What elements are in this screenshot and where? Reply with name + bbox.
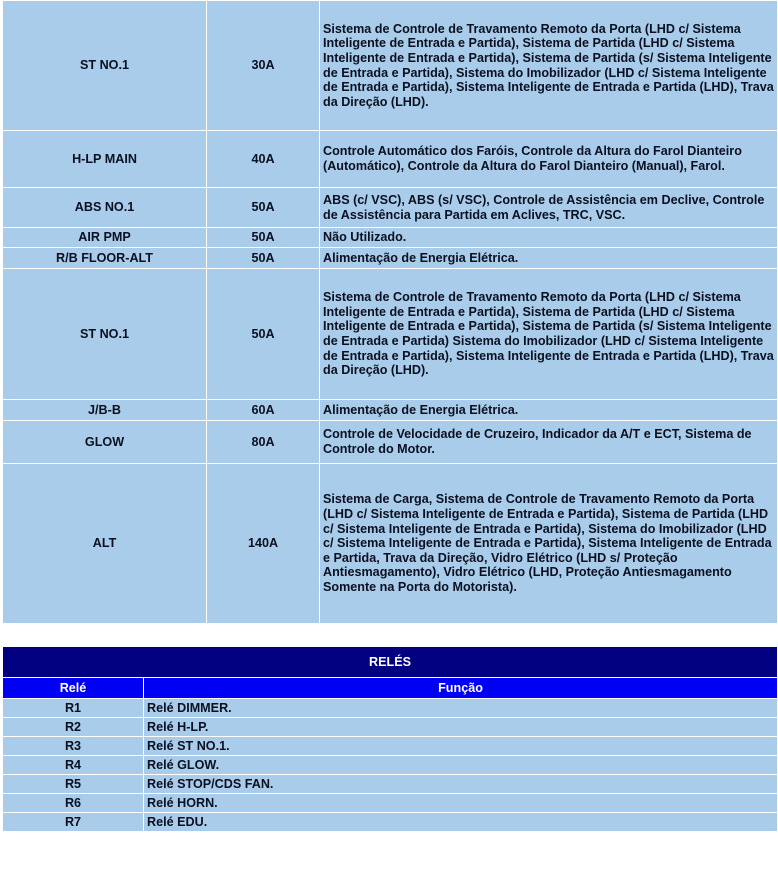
fuse-name: J/B-B	[3, 400, 207, 421]
fuse-amperage: 60A	[207, 400, 320, 421]
table-row	[3, 813, 777, 832]
fuse-function: Controle de Velocidade de Cruzeiro, Indicador da A/T e ECT, Sistema de Controle do Motor.	[320, 421, 778, 464]
fuse-table	[3, 0, 777, 624]
relay-title-row	[3, 647, 777, 678]
fuse-name: GLOW	[3, 421, 207, 464]
fuse-name: ST NO.1	[3, 1, 207, 131]
relay-header-row	[3, 678, 777, 699]
relay-function: Relé STOP/CDS FAN.	[144, 775, 778, 794]
fuse-function: Controle Automático dos Faróis, Controle da Altura do Farol Dianteiro (Automático), Controle da Altura do Farol Dianteiro (Manual), Farol.	[320, 131, 778, 188]
fuse-name: ALT	[3, 464, 207, 624]
relay-code: R6	[3, 794, 144, 813]
relay-code: R2	[3, 718, 144, 737]
table-row	[3, 400, 777, 421]
fuse-function: Alimentação de Energia Elétrica.	[320, 400, 778, 421]
relay-code: R7	[3, 813, 144, 832]
fuse-amperage: 50A	[207, 269, 320, 400]
fuse-name: H-LP MAIN	[3, 131, 207, 188]
fuse-function: Alimentação de Energia Elétrica.	[320, 248, 778, 269]
fuse-amperage: 50A	[207, 188, 320, 228]
fuse-name: ST NO.1	[3, 269, 207, 400]
table-row	[3, 718, 777, 737]
relay-function: Relé H-LP.	[144, 718, 778, 737]
relay-function: Relé EDU.	[144, 813, 778, 832]
table-row	[3, 699, 777, 718]
fuse-function: Não Utilizado.	[320, 228, 778, 248]
table-row	[3, 188, 777, 228]
table-row	[3, 269, 777, 400]
fuse-function: Sistema de Controle de Travamento Remoto da Porta (LHD c/ Sistema Inteligente de Entrada e Partida), Sistema de Partida (LHD c/ Sistema Inteligente de Entrada e Partida), Sistema de Partida (s/ Sistema Inteligente de Entrada e Partida), Sistema do Imobilizador (LHD c/ Sistema Inteligente de Entrada e Partida), Sistema Inteligente de Entrada e Partida (LHD), Trava da Direção (LHD).	[320, 1, 778, 131]
relay-code: R5	[3, 775, 144, 794]
fuse-amperage: 50A	[207, 248, 320, 269]
table-row	[3, 131, 777, 188]
table-row	[3, 464, 777, 624]
table-row	[3, 775, 777, 794]
table-row	[3, 248, 777, 269]
relay-table-title: RELÉS	[3, 647, 777, 678]
fuse-function: Sistema de Controle de Travamento Remoto da Porta (LHD c/ Sistema Inteligente de Entrada e Partida), Sistema de Partida (LHD c/ Sistema Inteligente de Entrada e Partida), Sistema de Partida (s/ Sistema Inteligente de Entrada e Partida) Sistema do Imobilizador (LHD c/ Sistema Inteligente de Entrada e Partida), Sistema Inteligente de Entrada e Partida (LHD), Trava da Direção (LHD).	[320, 269, 778, 400]
fuse-name: ABS NO.1	[3, 188, 207, 228]
relay-table	[3, 647, 777, 832]
fuse-amperage: 40A	[207, 131, 320, 188]
relay-code: R1	[3, 699, 144, 718]
relay-code: R3	[3, 737, 144, 756]
fuse-function: Sistema de Carga, Sistema de Controle de Travamento Remoto da Porta (LHD c/ Sistema Inteligente de Entrada e Partida), Sistema de Partida (LHD c/ Sistema Inteligente de Entrada e Partida), Sistema do Imobilizador (LHD c/ Sistema Inteligente de Entrada e Partida), Sistema Inteligente de Entrada e Partida, Trava da Direção, Vidro Elétrico (LHD s/ Proteção Antiesmagamento), Vidro Elétrico (LHD, Proteção Antiesmagamento Somente na Porta do Motorista).	[320, 464, 778, 624]
fuse-amperage: 140A	[207, 464, 320, 624]
table-row	[3, 794, 777, 813]
table-row	[3, 228, 777, 248]
fuse-name: R/B FLOOR-ALT	[3, 248, 207, 269]
fuse-amperage: 30A	[207, 1, 320, 131]
relay-function: Relé GLOW.	[144, 756, 778, 775]
table-row	[3, 737, 777, 756]
fuse-function: ABS (c/ VSC), ABS (s/ VSC), Controle de Assistência em Declive, Controle de Assistência para Partida em Aclives, TRC, VSC.	[320, 188, 778, 228]
table-row	[3, 421, 777, 464]
relay-function: Relé HORN.	[144, 794, 778, 813]
fuse-name: AIR PMP	[3, 228, 207, 248]
table-row	[3, 1, 777, 131]
fuse-amperage: 80A	[207, 421, 320, 464]
column-header-function: Função	[144, 678, 778, 699]
table-row	[3, 756, 777, 775]
relay-code: R4	[3, 756, 144, 775]
relay-function: Relé DIMMER.	[144, 699, 778, 718]
relay-function: Relé ST NO.1.	[144, 737, 778, 756]
column-header-relay: Relé	[3, 678, 144, 699]
fuse-amperage: 50A	[207, 228, 320, 248]
